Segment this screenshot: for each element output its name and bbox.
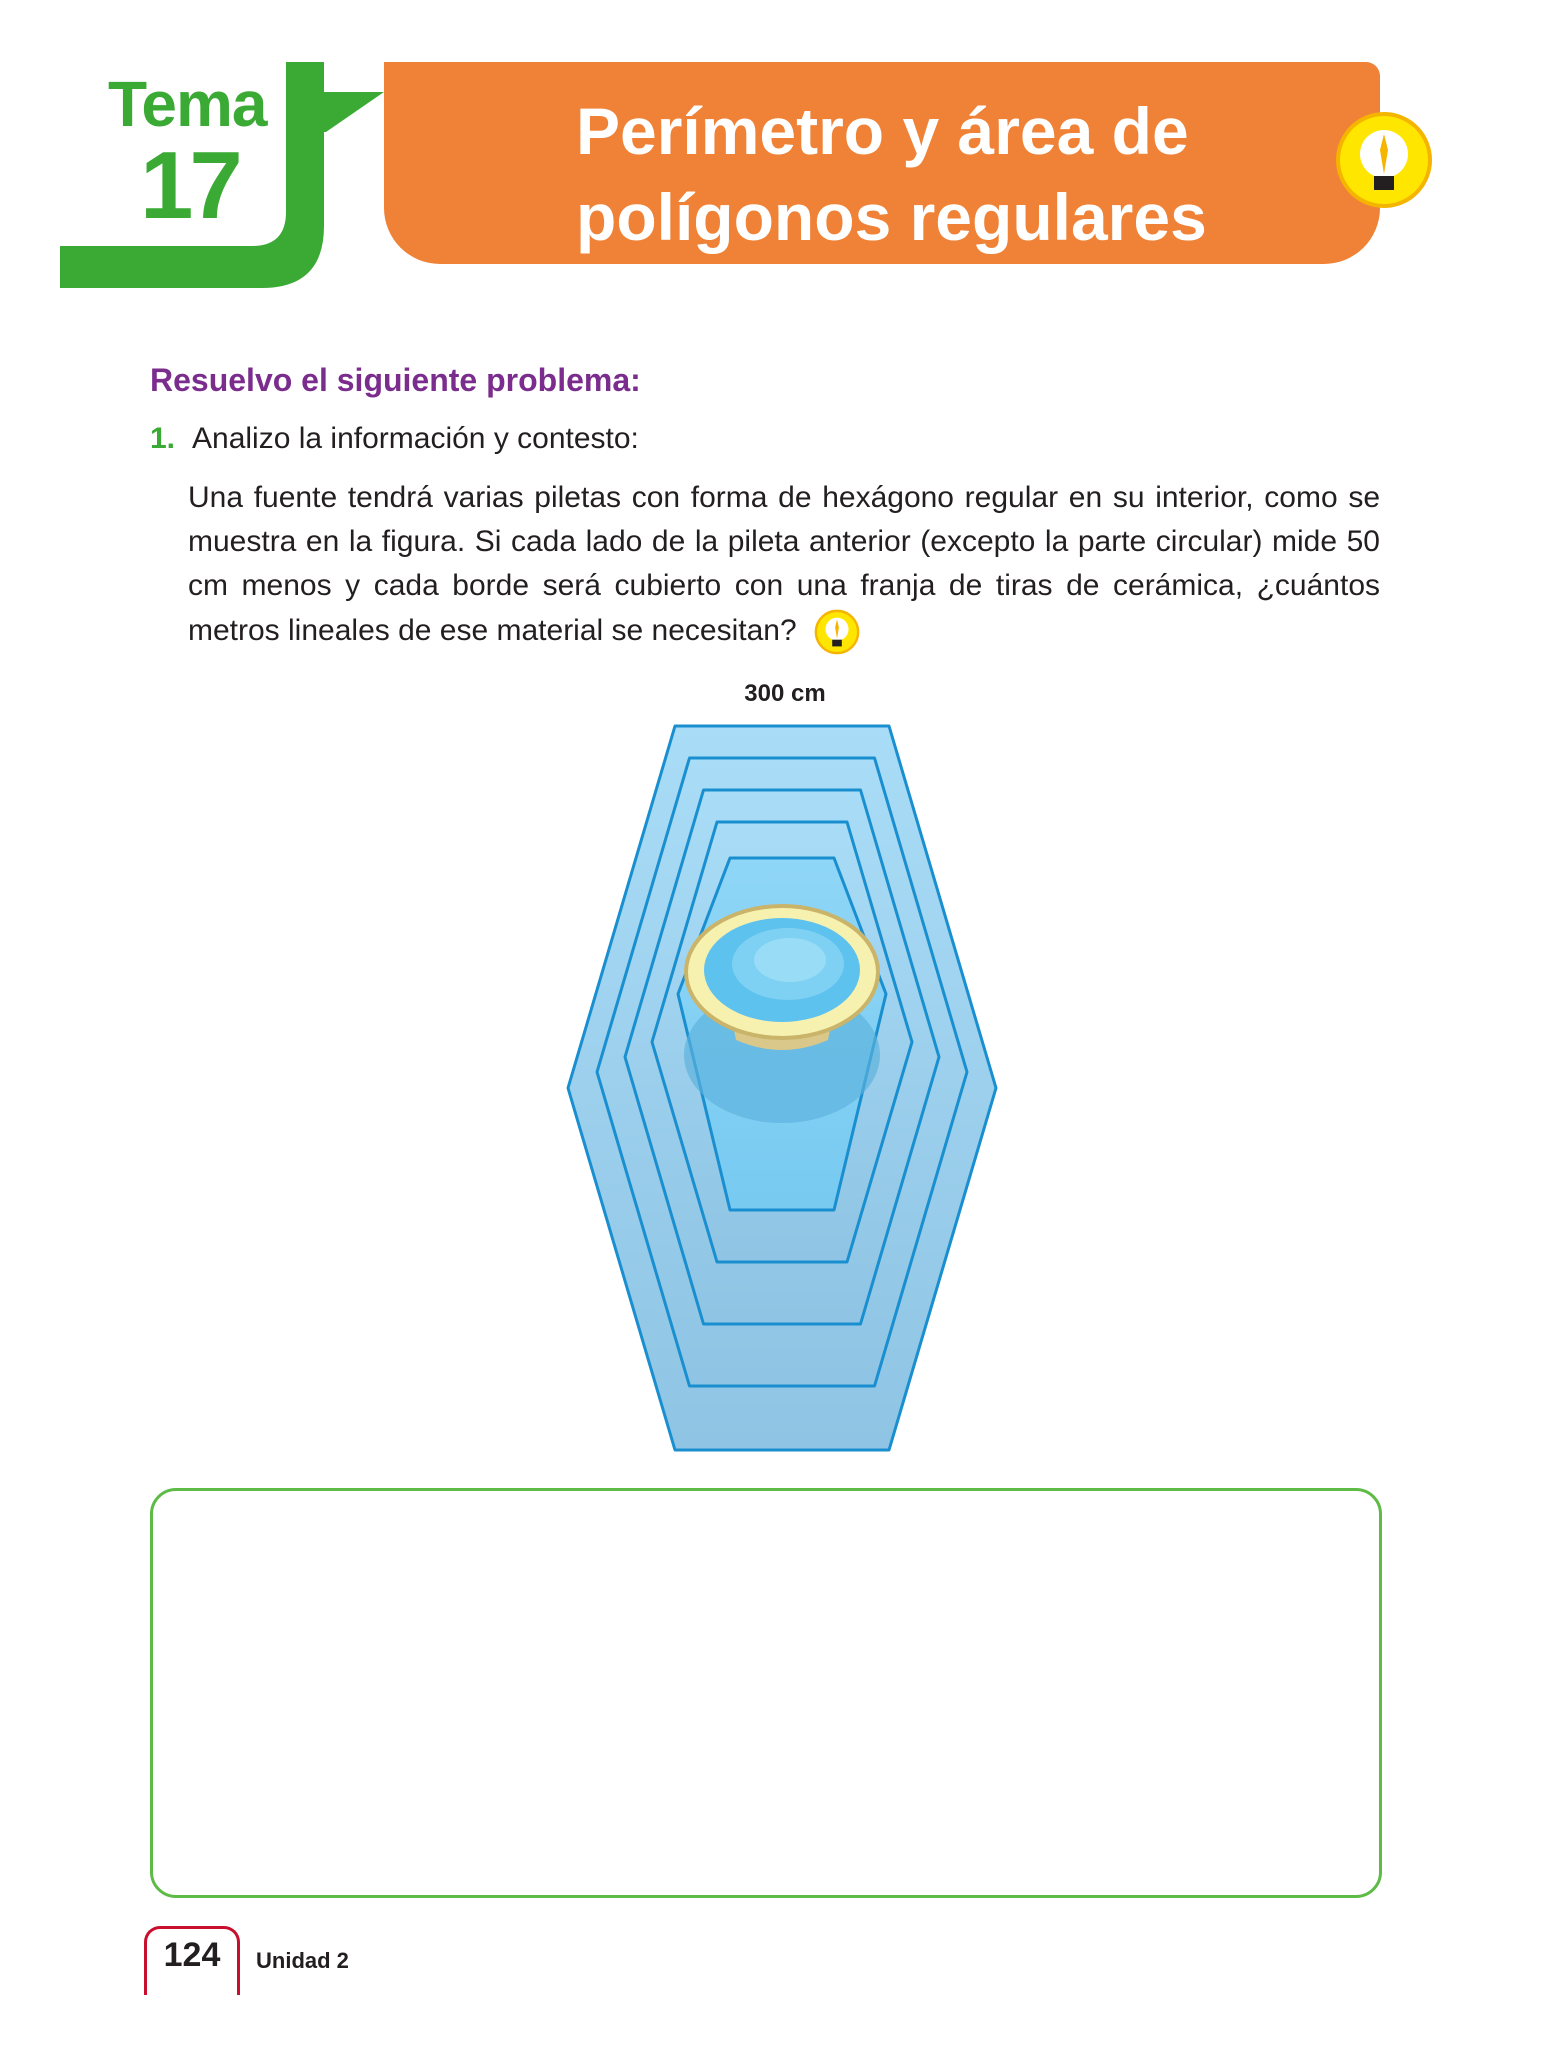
- answer-box[interactable]: [150, 1488, 1382, 1898]
- unit-label: Unidad 2: [256, 1948, 349, 1973]
- problem-text: Una fuente tendrá varias piletas con forma de hexágono regular en su interior, como se muestra en la figura. Si cada lado de la pileta anterior (excepto la parte circular) mide 50 cm menos y cada borde será cubierto con una franja de tiras de cerámica, ¿cuántos metros lineales de ese material se necesitan?: [188, 481, 1380, 647]
- hexagonal-fountain-illustration: [350, 710, 1220, 1470]
- tema-number: 17: [140, 132, 239, 239]
- lightbulb-pencil-icon: [1334, 110, 1434, 210]
- item-instruction: Analizo la información y contesto:: [192, 422, 639, 455]
- problem-statement: [188, 476, 1380, 656]
- page-title: [576, 88, 1276, 260]
- page-number: 124: [163, 1936, 221, 1974]
- section-heading: Resuelvo el siguiente problema:: [150, 362, 641, 398]
- title-line-1: Perímetro y área de: [576, 94, 1189, 168]
- dimension-label: 300 cm: [744, 680, 826, 707]
- hint-lightbulb-icon: [813, 608, 861, 656]
- item-number: 1.: [150, 422, 176, 455]
- tema-label: Tema: [108, 68, 267, 140]
- title-line-2: polígonos regulares: [576, 180, 1207, 254]
